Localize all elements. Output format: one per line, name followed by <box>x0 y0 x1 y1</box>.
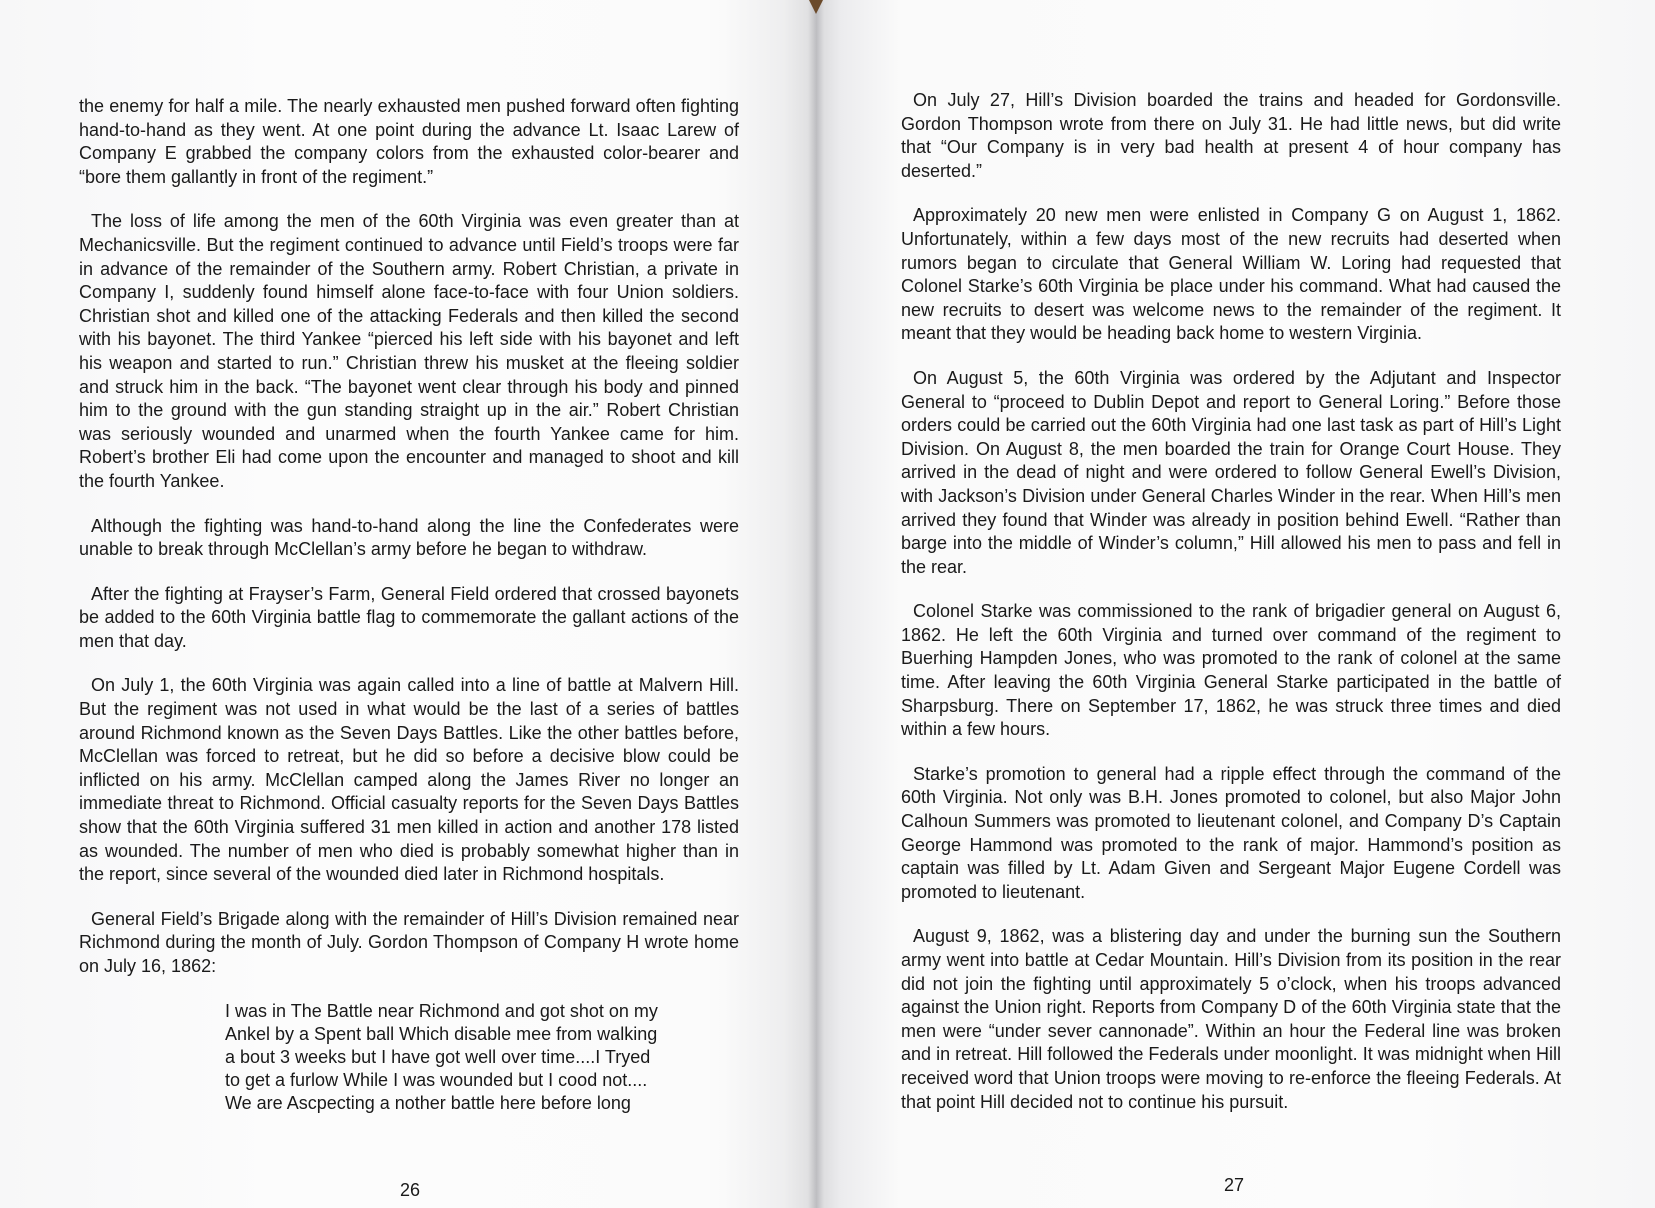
letter-quote <box>225 1000 735 1116</box>
paragraph: Although the fighting was hand-to-hand along the line the Confederates were unable to break through McClellan’s army before he began to withdraw. <box>79 515 739 560</box>
paragraph: On July 1, the 60th Virginia was again called into a line of battle at Malvern Hill. But the regiment was not used in what would be the last of a series of battles around Richmond known as the Seven Days Battles. Like the other battles before, McClellan was forced to retreat, but he did so before a decisive blow could be inflicted on his army. McClellan camped along the James River no longer an immediate threat to Richmond. Official casualty reports for the Seven Days Battles show that the 60th Virginia suffered 31 men killed in action and another 178 listed as wounded. The number of men who died is probably somewhat higher than in the report, since several of the wounded died later in Richmond hospitals. <box>79 675 739 885</box>
paragraph: Starke’s promotion to general had a ripple effect through the command of the 60th Virginia. Not only was B.H. Jones promoted to colonel, but also Major John Calhoun Summers was promoted to lieutenant colonel, and Company D’s Captain George Hammond was promoted to the rank of major. Hammond’s position as captain was filled by Lt. Adam Given and Sergeant Major Eugene Cordell was promoted to lieutenant. <box>901 763 1561 902</box>
paragraph: On August 5, the 60th Virginia was ordered by the Adjutant and Inspector General to “proceed to Dublin Depot and report to General Loring.” Before those orders could be carried out the 60th Virginia had one last task as part of Hill’s Light Division. On August 8, the men boarded the train for Orange Court House. They arrived in the dead of night and were ordered to follow General Ewell’s Division, with Jackson’s Division under General Charles Winder in the rear. When Hill’s men arrived they found that Winder was already in position behind Ewell. “Rather than barge into the middle of Winder’s column,” Hill allowed his men to pass and fell in the rear. <box>901 367 1561 577</box>
quote-line: I was in The Battle near Richmond and got shot on my <box>225 1000 658 1021</box>
right-page <box>816 0 1655 1208</box>
book-gutter <box>808 0 824 1208</box>
right-page-text <box>901 89 1561 1135</box>
left-page-text <box>79 95 739 1116</box>
paragraph: General Field’s Brigade along with the remainder of Hill’s Division remained near Richmond during the month of July. Gordon Thompson of Company H wrote home on July 16, 1862: <box>79 908 739 976</box>
paragraph: Approximately 20 new men were enlisted in Company G on August 1, 1862. Unfortunately, within a few days most of the new recruits had deserted when rumors began to circulate that General William W. Loring had requested that Colonel Starke’s 60th Virginia be place under his command. What had caused the new recruits to desert was welcome news to the remainder of the regiment. It meant that they would be heading back home to western Virginia. <box>901 205 1561 344</box>
left-page <box>0 0 816 1208</box>
quote-line: We are Ascpecting a nother battle here before long <box>225 1093 631 1114</box>
page-number: 27 <box>1224 1175 1245 1195</box>
page-number: 26 <box>400 1180 421 1200</box>
quote-line: Ankel by a Spent ball Which disable mee from walking <box>225 1023 658 1044</box>
paragraph: On July 27, Hill’s Division boarded the trains and headed for Gordonsville. Gordon Thompson wrote from there on July 31. He had little news, but did write that “Our Company is in very bad health at present 4 of hour company has deserted.” <box>901 90 1561 181</box>
paragraph: the enemy for half a mile. The nearly exhausted men pushed forward often fighting hand-to-hand as they went. At one point during the advance Lt. Isaac Larew of Company E grabbed the company colors from the exhausted color-bearer and “bore them gallantly in front of the regiment.” <box>79 96 739 187</box>
quote-line: a bout 3 weeks but I have got well over time....I Tryed <box>225 1047 651 1067</box>
quote-line: to get a furlow While I was wounded but I cood not.... <box>225 1070 648 1091</box>
paragraph: August 9, 1862, was a blistering day and under the burning sun the Southern army went into battle at Cedar Mountain. Hill’s Division from its position in the rear did not join the fighting until approximately 5 o’clock, when his troops advanced against the Union right. Reports from Company D of the 60th Virginia state that the men were “under sever cannonade”. Within an hour the Federal line was broken and in retreat. Hill followed the Federals under moonlight. It was midnight when Hill received word that Union troops were moving to re-enforce the fleeing Federals. At that point Hill decided not to continue his pursuit. <box>901 926 1561 1112</box>
paragraph: After the fighting at Frayser’s Farm, General Field ordered that crossed bayonets be added to the 60th Virginia battle flag to commemorate the gallant actions of the men that day. <box>79 583 739 651</box>
paragraph: Colonel Starke was commissioned to the rank of brigadier general on August 6, 1862. He left the 60th Virginia and turned over command of the regiment to Buerhing Hampden Jones, who was promoted to the rank of colonel at the same time. After leaving the 60th Virginia General Starke participated in the battle of Sharpsburg. There on September 17, 1862, he was struck three times and died within a few hours. <box>901 601 1561 740</box>
paragraph: The loss of life among the men of the 60th Virginia was even greater than at Mechanicsville. But the regiment continued to advance until Field’s troops were far in advance of the remainder of the Southern army. Robert Christian, a private in Company I, suddenly found himself alone face-to-face with four Union soldiers. Christian shot and killed one of the attacking Federals and then killed the second with his bayonet. The third Yankee “pierced his left side with his bayonet and left his weapon and started to run.” Christian threw his musket at the fleeing soldier and struck him in the back. “The bayonet went clear through his body and pinned him to the ground with the gun standing straight up in the air.” Robert Christian was seriously wounded and unarmed when the fourth Yankee came for him. Robert’s brother Eli had come upon the encounter and managed to shoot and kill the fourth Yankee. <box>79 211 739 491</box>
